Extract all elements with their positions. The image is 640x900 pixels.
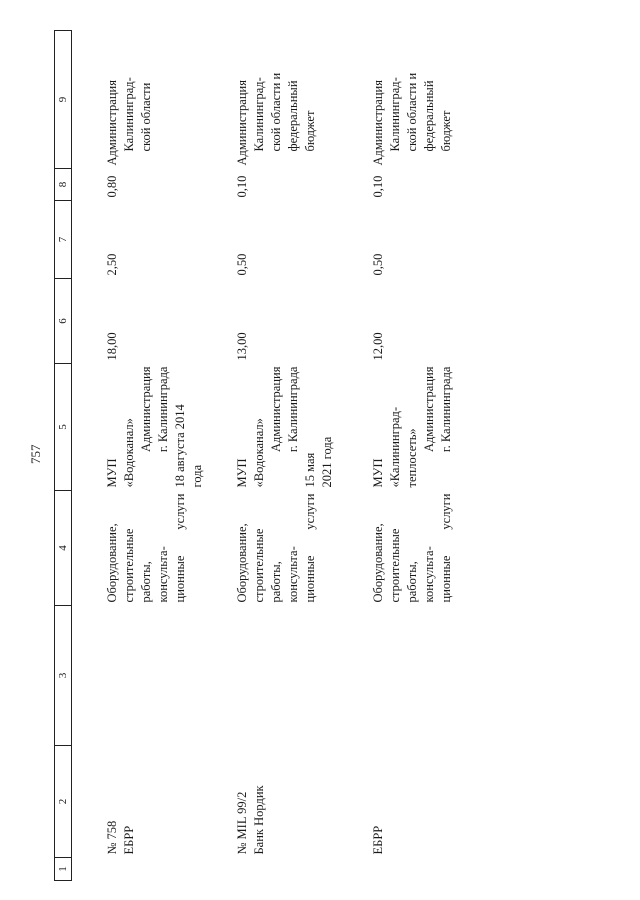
source-line: Администрация [371,80,385,166]
executor-line: 15 мая [303,452,317,488]
header-col-8: 8 [55,169,72,201]
cell-col3 [72,606,207,746]
cell-col3 [336,606,455,746]
executor-line: теплосеть» [405,428,419,488]
purpose-line: ционные услуги [173,493,187,603]
purpose-line: консульта- [156,546,170,603]
header-col-6: 6 [55,279,72,364]
cell-amount: 12,00 [371,332,385,361]
cell-value-7: 0,50 [235,253,249,276]
executor-line: МУП [105,458,119,488]
cell-executor [206,364,336,491]
purpose-line: работы, [139,561,153,603]
source-line: ской области и [269,72,283,152]
purpose-line: строительные [252,528,266,603]
source-line: Калининград- [252,77,266,152]
cell-agreement [206,746,336,858]
purpose-line: строительные [122,528,136,603]
executor-line: Администрация [422,366,436,452]
cell-value-7: 0,50 [371,253,385,276]
executor-line: 18 августа 2014 [173,404,187,488]
cell-number [206,858,336,881]
cell-col3 [206,606,336,746]
purpose-line: работы, [269,561,283,603]
cell-source [72,31,207,169]
source-line: Калининград- [388,77,402,152]
table-row [206,31,336,881]
purpose-line: ционные услуги [303,493,317,603]
purpose-line: работы, [405,561,419,603]
cell-purpose [206,491,336,606]
purpose-line: Оборудование, [235,523,249,603]
header-col-3: 3 [55,606,72,746]
executor-line: «Водоканал» [252,418,266,488]
cell-value-8: 0,80 [105,175,119,198]
cell-amount: 18,00 [105,332,119,361]
source-line: федеральный [422,80,436,152]
source-line: бюджет [303,110,317,152]
lender-name: Банк Нордик [252,785,266,855]
lender-name: ЕБРР [122,825,136,855]
header-col-7: 7 [55,201,72,279]
cell-purpose [336,491,455,606]
cell-value-8: 0,10 [235,175,249,198]
purpose-line: Оборудование, [105,523,119,603]
financing-table [54,30,455,881]
executor-line: Администрация [139,366,153,452]
cell-value-8: 0,10 [371,175,385,198]
executor-line: МУП [371,458,385,488]
agreement-number: № 758 [105,820,119,855]
cell-agreement [72,746,207,858]
source-line: Администрация [105,80,119,166]
table-row [72,31,207,881]
cell-value-7: 2,50 [105,253,119,276]
cell-source [206,31,336,169]
header-col-5: 5 [55,364,72,491]
executor-line: года [190,464,204,488]
source-line: ской области и [405,72,419,152]
header-col-2: 2 [55,746,72,858]
cell-agreement [336,746,455,858]
source-line: федеральный [286,80,300,152]
cell-amount: 13,00 [235,332,249,361]
page-number: 757 [28,444,43,464]
source-line: бюджет [439,110,453,152]
executor-line: 2021 года [320,436,334,488]
purpose-line: ционные услуги [439,493,453,603]
header-col-1: 1 [55,858,72,881]
lender-name: ЕБРР [371,825,385,855]
executor-line: МУП [235,458,249,488]
purpose-line: консульта- [286,546,300,603]
agreement-number: № MIL 99/2 [235,791,249,855]
header-row [55,31,72,881]
cell-executor [72,364,207,491]
source-line: ской области [139,82,153,152]
executor-line: «Калининград- [388,406,402,488]
executor-line: г. Калининграда [156,366,170,453]
source-line: Администрация [235,80,249,166]
cell-executor [336,364,455,491]
cell-source [336,31,455,169]
header-col-4: 4 [55,491,72,606]
cell-purpose [72,491,207,606]
purpose-line: консульта- [422,546,436,603]
purpose-line: строительные [388,528,402,603]
purpose-line: Оборудование, [371,523,385,603]
table-header [55,31,72,881]
cell-number [72,858,207,881]
rotated-table-wrapper [54,31,594,881]
header-col-9: 9 [55,31,72,169]
table-body [72,31,456,881]
table-row [336,31,455,881]
cell-number [336,858,455,881]
source-line: Калининград- [122,77,136,152]
executor-line: г. Калининграда [439,366,453,453]
executor-line: «Водоканал» [122,418,136,488]
executor-line: Администрация [269,366,283,452]
executor-line: г. Калининграда [286,366,300,453]
